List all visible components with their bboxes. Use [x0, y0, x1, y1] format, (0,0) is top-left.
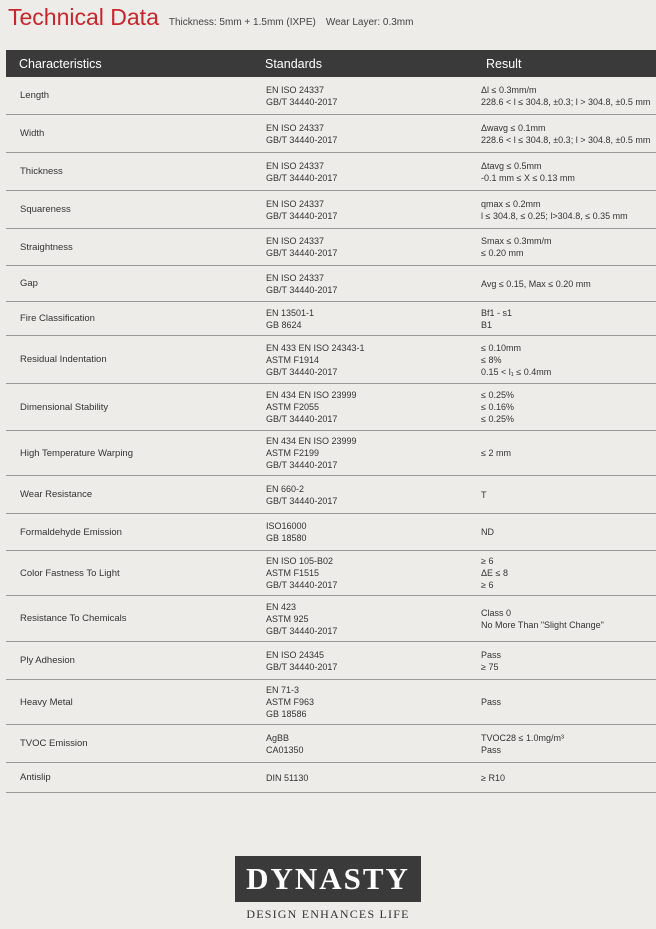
result-line: ≤ 0.25% — [481, 390, 514, 400]
standard-line: GB/T 34440-2017 — [266, 172, 338, 183]
standards-cell — [251, 483, 468, 507]
table-row — [6, 642, 656, 680]
result-line: Smax ≤ 0.3mm/m — [481, 236, 552, 246]
standard-line: GB/T 34440-2017 — [266, 625, 338, 636]
page-title: Technical Data — [8, 4, 159, 30]
table-row — [6, 191, 656, 229]
characteristic-cell: Gap — [20, 278, 38, 289]
characteristic-cell: Ply Adhesion — [20, 655, 75, 666]
standard-line: GB 8624 — [266, 319, 302, 330]
standard-line: EN ISO 24345 — [266, 649, 325, 660]
result-line: ≤ 2 mm — [481, 448, 511, 458]
result-cell — [468, 526, 656, 538]
result-line: 228.6 < l ≤ 304.8, ±0.3; l > 304.8, ±0.5 mm — [481, 134, 651, 145]
standard-line: EN ISO 24337 — [266, 160, 325, 171]
standard-line: GB/T 34440-2017 — [266, 495, 338, 506]
standard-line: ASTM F1914 — [266, 354, 320, 365]
standards-cell — [251, 732, 468, 756]
standard-line: GB/T 34440-2017 — [266, 414, 338, 424]
characteristic-cell: Color Fastness To Light — [20, 567, 120, 579]
table-body — [6, 77, 656, 793]
result-line: Δl ≤ 0.3mm/m — [481, 84, 537, 95]
column-header-standards: Standards — [265, 56, 322, 71]
result-cell — [468, 122, 656, 146]
column-header-result: Result — [486, 56, 522, 71]
thickness-spec: Thickness: 5mm + 1.5mm (IXPE) — [168, 17, 316, 28]
standards-cell — [251, 272, 468, 296]
table-row — [6, 596, 656, 642]
standard-line: EN ISO 24337 — [266, 84, 325, 95]
standard-line: EN ISO 105-B02 — [266, 556, 334, 566]
standards-cell — [251, 435, 468, 471]
standards-cell — [251, 684, 468, 720]
result-cell — [468, 307, 656, 331]
result-line: ≥ 6 — [481, 580, 494, 590]
result-cell — [468, 696, 656, 708]
result-line: Δwavg ≤ 0.1mm — [481, 122, 546, 133]
column-header-characteristics: Characteristics — [19, 56, 102, 71]
technical-data-table — [6, 50, 656, 793]
standard-line: GB/T 34440-2017 — [266, 580, 338, 590]
standard-line: GB/T 34440-2017 — [266, 134, 338, 145]
table-row — [6, 336, 656, 384]
standard-line: GB/T 34440-2017 — [266, 284, 338, 295]
result-cell — [468, 732, 656, 756]
result-line: ND — [481, 527, 494, 537]
standard-line: GB/T 34440-2017 — [266, 366, 338, 377]
table-row — [6, 725, 656, 763]
result-cell — [468, 389, 656, 425]
standard-line: GB/T 34440-2017 — [266, 210, 338, 221]
brand-tagline: DESIGN ENHANCES LIFE — [246, 907, 410, 921]
result-line: Pass — [481, 649, 502, 660]
standards-cell — [251, 84, 468, 108]
standards-cell — [251, 198, 468, 222]
result-line: ≥ 75 — [481, 661, 499, 672]
table-row — [6, 551, 656, 596]
result-cell — [468, 772, 656, 784]
standard-line: EN ISO 24337 — [266, 236, 325, 246]
brand-footer — [0, 856, 656, 922]
result-line: T — [481, 489, 487, 500]
result-cell — [468, 278, 656, 290]
result-cell — [468, 607, 656, 631]
characteristic-cell: Straightness — [20, 241, 73, 253]
result-line: ≤ 0.20 mm — [481, 248, 524, 258]
result-cell — [468, 342, 656, 378]
characteristic-cell: Antislip — [20, 772, 51, 783]
result-line: 0.15 < l₁ ≤ 0.4mm — [481, 366, 552, 377]
standard-line: EN ISO 24337 — [266, 198, 325, 209]
result-line: ≤ 0.25% — [481, 414, 514, 424]
standard-line: ASTM F2055 — [266, 402, 320, 412]
result-cell — [468, 84, 656, 108]
characteristic-cell: Heavy Metal — [20, 696, 73, 708]
wear-layer-spec: Wear Layer: 0.3mm — [325, 17, 414, 28]
result-line: -0.1 mm ≤ X ≤ 0.13 mm — [481, 172, 575, 183]
characteristic-cell: High Temperature Warping — [20, 447, 133, 459]
standard-line: EN 13501-1 — [266, 307, 315, 318]
result-cell — [468, 555, 656, 591]
standard-line: EN 434 EN ISO 23999 — [266, 390, 357, 400]
result-line: B1 — [481, 319, 493, 330]
standards-cell — [251, 389, 468, 425]
standard-line: ASTM F2199 — [266, 448, 320, 458]
characteristic-cell: Squareness — [20, 204, 71, 215]
table-row — [6, 431, 656, 476]
standard-line: DIN 51130 — [266, 772, 309, 783]
table-row — [6, 153, 656, 191]
standards-cell — [251, 235, 468, 259]
characteristic-cell: Residual Indentation — [20, 354, 107, 365]
result-line: No More Than "Slight Change" — [481, 619, 604, 630]
characteristic-cell: Wear Resistance — [20, 489, 93, 500]
result-line: qmax ≤ 0.2mm — [481, 198, 541, 209]
brand-logo: DYNASTY — [235, 856, 421, 902]
standards-cell — [251, 160, 468, 184]
standard-line: GB/T 34440-2017 — [266, 460, 338, 470]
characteristic-cell: Resistance To Chemicals — [20, 613, 127, 624]
result-cell — [468, 489, 656, 501]
standard-line: GB/T 34440-2017 — [266, 661, 338, 672]
table-row — [6, 229, 656, 266]
table-row — [6, 476, 656, 514]
standards-cell — [251, 520, 468, 544]
standard-line: EN 423 — [266, 601, 297, 612]
standard-line: ISO16000 — [266, 521, 307, 531]
table-row — [6, 115, 656, 153]
result-cell — [468, 447, 656, 459]
characteristic-cell: Dimensional Stability — [20, 401, 109, 413]
result-line: ≤ 0.16% — [481, 402, 514, 412]
standards-cell — [251, 122, 468, 146]
characteristic-cell: Thickness — [20, 166, 63, 177]
standards-cell — [251, 649, 468, 673]
page-subtitle — [169, 17, 414, 28]
result-line: Avg ≤ 0.15, Max ≤ 0.20 mm — [481, 278, 591, 289]
result-line: l ≤ 304.8, ≤ 0.25; l>304.8, ≤ 0.35 mm — [481, 210, 628, 221]
standard-line: GB 18580 — [266, 533, 307, 543]
standards-cell — [251, 555, 468, 591]
standard-line: EN 71-3 — [266, 685, 300, 695]
standards-cell — [251, 601, 468, 637]
result-line: ≤ 0.10mm — [481, 342, 521, 353]
page-header — [8, 4, 413, 31]
table-row — [6, 680, 656, 725]
standard-line: EN ISO 24337 — [266, 272, 325, 283]
table-row — [6, 266, 656, 302]
table-row — [6, 77, 656, 115]
characteristic-cell: Fire Classification — [20, 313, 95, 324]
standard-line: EN 434 EN ISO 23999 — [266, 436, 357, 446]
table-row — [6, 514, 656, 551]
result-line: ≥ R10 — [481, 772, 505, 783]
result-line: Class 0 — [481, 607, 512, 618]
standard-line: CA01350 — [266, 744, 304, 755]
result-cell — [468, 235, 656, 259]
standards-cell — [251, 772, 468, 784]
result-line: Δtavg ≤ 0.5mm — [481, 160, 542, 171]
characteristic-cell: TVOC Emission — [20, 738, 88, 749]
result-line: Bf1 - s1 — [481, 307, 513, 318]
result-cell — [468, 649, 656, 673]
standard-line: ASTM F1515 — [266, 568, 320, 578]
result-cell — [468, 198, 656, 222]
standard-line: EN 660-2 — [266, 483, 305, 494]
standard-line: ASTM F963 — [266, 697, 315, 707]
standard-line: GB/T 34440-2017 — [266, 96, 338, 107]
result-line: Pass — [481, 744, 502, 755]
characteristic-cell: Formaldehyde Emission — [20, 526, 122, 538]
result-line: 228.6 < l ≤ 304.8, ±0.3; l > 304.8, ±0.5 mm — [481, 96, 651, 107]
result-line: TVOC28 ≤ 1.0mg/m³ — [481, 732, 564, 743]
result-line: ≤ 8% — [481, 354, 502, 365]
table-row — [6, 763, 656, 793]
result-line: Pass — [481, 697, 502, 707]
characteristic-cell: Width — [20, 128, 45, 139]
standard-line: GB 18586 — [266, 709, 307, 719]
standards-cell — [251, 342, 468, 378]
standard-line: GB/T 34440-2017 — [266, 248, 338, 258]
result-line: ΔE ≤ 8 — [481, 568, 508, 578]
table-row — [6, 384, 656, 431]
standard-line: EN 433 EN ISO 24343-1 — [266, 342, 365, 353]
standards-cell — [251, 307, 468, 331]
result-line: ≥ 6 — [481, 556, 494, 566]
table-row — [6, 302, 656, 336]
standard-line: EN ISO 24337 — [266, 122, 325, 133]
standard-line: ASTM 925 — [266, 613, 309, 624]
standard-line: AgBB — [266, 732, 290, 743]
result-cell — [468, 160, 656, 184]
characteristic-cell: Length — [20, 90, 50, 101]
table-header — [6, 50, 656, 77]
